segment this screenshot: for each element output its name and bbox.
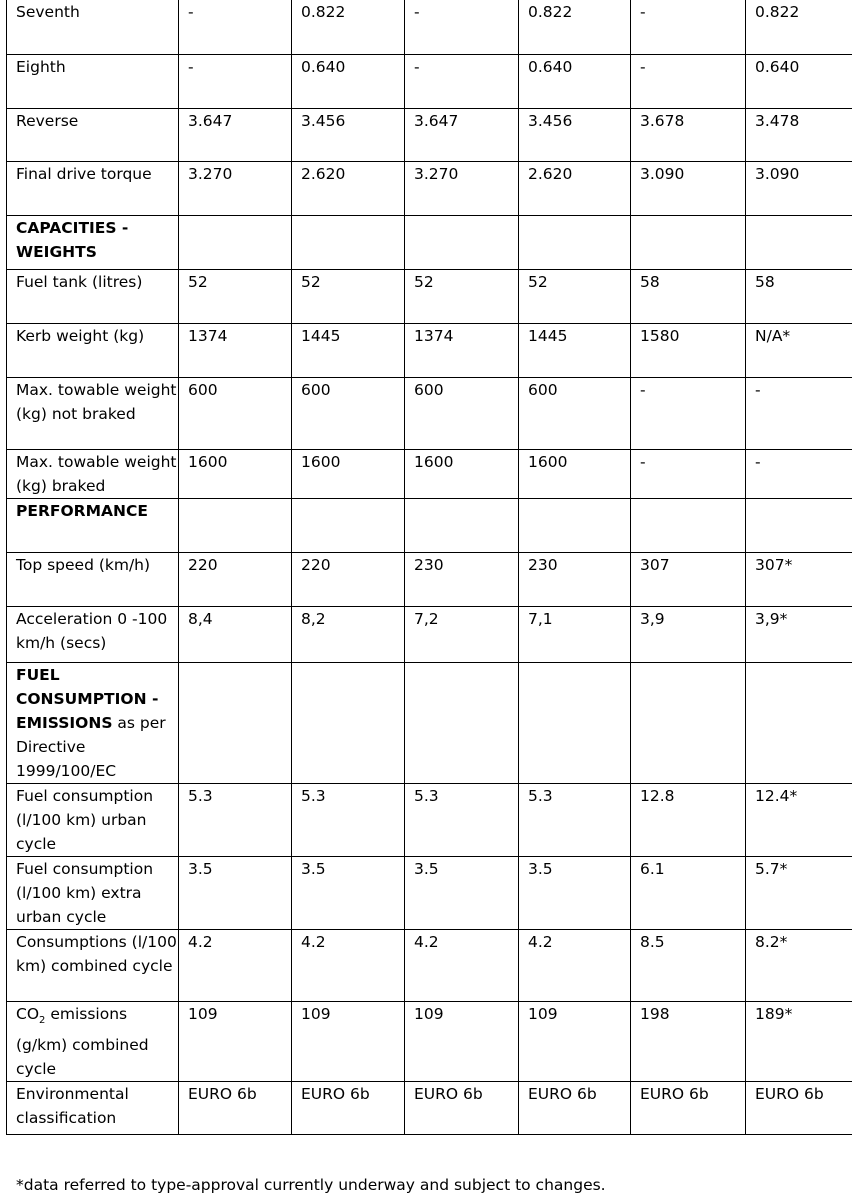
value-cell: 3.678	[631, 108, 746, 161]
value-cell: 4.2	[519, 929, 631, 1001]
value-cell: 2.620	[292, 161, 405, 215]
value-cell: 3.5	[292, 856, 405, 929]
value-cell: 1600	[519, 449, 631, 498]
table-body	[7, 0, 852, 1134]
value-cell: 3.090	[631, 161, 746, 215]
value-cell: -	[631, 0, 746, 54]
row-label	[7, 54, 179, 108]
value-cell: 3,9*	[746, 606, 852, 662]
row-label	[7, 449, 179, 498]
row-label-text: CO	[16, 1004, 40, 1023]
section-heading	[7, 498, 179, 552]
value-cell: 230	[519, 552, 631, 606]
value-cell: 307	[631, 552, 746, 606]
value-cell: 109	[292, 1001, 405, 1081]
value-cell: 5.3	[519, 783, 631, 856]
value-cell: EURO 6b	[519, 1081, 631, 1134]
empty-cell	[292, 498, 405, 552]
value-cell: 8.2*	[746, 929, 852, 1001]
value-cell: 1445	[519, 323, 631, 377]
value-cell: 0.822	[519, 0, 631, 54]
value-cell: 220	[292, 552, 405, 606]
section-row	[7, 662, 852, 783]
value-cell: 8.5	[631, 929, 746, 1001]
section-title: PERFORMANCE	[16, 501, 148, 520]
value-cell: -	[746, 377, 852, 449]
table-row	[7, 108, 852, 161]
value-cell: 3.5	[519, 856, 631, 929]
row-label	[7, 161, 179, 215]
table-row	[7, 606, 852, 662]
empty-cell	[519, 498, 631, 552]
value-cell: EURO 6b	[631, 1081, 746, 1134]
value-cell: 52	[405, 269, 519, 323]
value-cell: 230	[405, 552, 519, 606]
value-cell: 198	[631, 1001, 746, 1081]
value-cell: 600	[292, 377, 405, 449]
table-row	[7, 783, 852, 856]
value-cell: 1600	[405, 449, 519, 498]
value-cell: N/A*	[746, 323, 852, 377]
value-cell: 3.647	[179, 108, 292, 161]
table-row	[7, 1001, 852, 1081]
value-cell: 3.456	[519, 108, 631, 161]
value-cell: 600	[405, 377, 519, 449]
value-cell: 3.5	[405, 856, 519, 929]
empty-cell	[746, 498, 852, 552]
value-cell: 6.1	[631, 856, 746, 929]
value-cell: 4.2	[292, 929, 405, 1001]
value-cell: 0.640	[519, 54, 631, 108]
value-cell: 189*	[746, 1001, 852, 1081]
value-cell: 12.4*	[746, 783, 852, 856]
empty-cell	[519, 215, 631, 269]
row-label	[7, 1081, 179, 1134]
value-cell: 1374	[405, 323, 519, 377]
row-label	[7, 552, 179, 606]
value-cell: -	[179, 0, 292, 54]
table-row	[7, 323, 852, 377]
footnote: *data referred to type-approval currently underway and subject to changes.	[16, 1176, 606, 1194]
table-row	[7, 1081, 852, 1134]
section-title-suffix: as per Directive 1999/100/EC	[16, 713, 166, 780]
value-cell: 5.7*	[746, 856, 852, 929]
row-label-text-after: emissions (g/km) combined cycle	[16, 1004, 149, 1078]
value-cell: 1600	[179, 449, 292, 498]
row-label-text: Eighth	[16, 57, 66, 76]
table-row	[7, 449, 852, 498]
row-label	[7, 323, 179, 377]
empty-cell	[746, 215, 852, 269]
table-row	[7, 54, 852, 108]
value-cell: 0.640	[292, 54, 405, 108]
value-cell: 52	[292, 269, 405, 323]
value-cell: 1580	[631, 323, 746, 377]
row-label-text: Fuel tank (litres)	[16, 272, 143, 291]
value-cell: 52	[519, 269, 631, 323]
empty-cell	[631, 215, 746, 269]
value-cell: 0.822	[746, 0, 852, 54]
value-cell: 7,2	[405, 606, 519, 662]
value-cell: -	[405, 0, 519, 54]
empty-cell	[631, 662, 746, 783]
section-title: CAPACITIES - WEIGHTS	[16, 218, 129, 261]
empty-cell	[179, 498, 292, 552]
value-cell: 1600	[292, 449, 405, 498]
empty-cell	[519, 662, 631, 783]
value-cell: EURO 6b	[405, 1081, 519, 1134]
row-label-text: Kerb weight (kg)	[16, 326, 145, 345]
value-cell: EURO 6b	[746, 1081, 852, 1134]
value-cell: -	[631, 449, 746, 498]
value-cell: 3.270	[179, 161, 292, 215]
row-label	[7, 1001, 179, 1081]
table-row	[7, 552, 852, 606]
section-heading	[7, 215, 179, 269]
row-label-subscript: 2	[39, 1014, 46, 1026]
value-cell: 58	[746, 269, 852, 323]
empty-cell	[179, 662, 292, 783]
value-cell: 600	[519, 377, 631, 449]
table-row	[7, 269, 852, 323]
empty-cell	[292, 662, 405, 783]
table-row	[7, 929, 852, 1001]
value-cell: 5.3	[292, 783, 405, 856]
row-label-text: Max. towable weight (kg) not braked	[16, 380, 177, 423]
row-label	[7, 929, 179, 1001]
value-cell: EURO 6b	[292, 1081, 405, 1134]
empty-cell	[405, 662, 519, 783]
value-cell: 4.2	[405, 929, 519, 1001]
value-cell: 8,2	[292, 606, 405, 662]
empty-cell	[405, 498, 519, 552]
empty-cell	[292, 215, 405, 269]
value-cell: 3.270	[405, 161, 519, 215]
value-cell: 0.822	[292, 0, 405, 54]
empty-cell	[405, 215, 519, 269]
value-cell: 0.640	[746, 54, 852, 108]
section-title: FUEL CONSUMPTION - EMISSIONS	[16, 665, 159, 732]
empty-cell	[179, 215, 292, 269]
value-cell: 8,4	[179, 606, 292, 662]
value-cell: 1445	[292, 323, 405, 377]
value-cell: 58	[631, 269, 746, 323]
row-label-text: Final drive torque	[16, 164, 152, 183]
value-cell: -	[631, 377, 746, 449]
value-cell: 600	[179, 377, 292, 449]
table-row	[7, 377, 852, 449]
value-cell: 109	[405, 1001, 519, 1081]
value-cell: 12.8	[631, 783, 746, 856]
empty-cell	[746, 662, 852, 783]
specifications-table	[6, 0, 852, 1135]
section-row	[7, 498, 852, 552]
table-row	[7, 856, 852, 929]
row-label	[7, 856, 179, 929]
row-label	[7, 606, 179, 662]
row-label-text: Fuel consumption (l/100 km) extra urban cycle	[16, 859, 154, 926]
value-cell: 3.647	[405, 108, 519, 161]
value-cell: -	[746, 449, 852, 498]
row-label	[7, 783, 179, 856]
section-heading	[7, 662, 179, 783]
value-cell: -	[405, 54, 519, 108]
table-row	[7, 0, 852, 54]
row-label	[7, 377, 179, 449]
value-cell: 1374	[179, 323, 292, 377]
value-cell: 3.456	[292, 108, 405, 161]
value-cell: 3.5	[179, 856, 292, 929]
value-cell: 7,1	[519, 606, 631, 662]
value-cell: 307*	[746, 552, 852, 606]
row-label-text: Environmental classification	[16, 1084, 129, 1127]
row-label-text: Max. towable weight (kg) braked	[16, 452, 177, 495]
row-label	[7, 108, 179, 161]
value-cell: 5.3	[179, 783, 292, 856]
section-row	[7, 215, 852, 269]
value-cell: 3.090	[746, 161, 852, 215]
row-label-text: Consumptions (l/100 km) combined cycle	[16, 932, 177, 975]
row-label	[7, 269, 179, 323]
value-cell: 52	[179, 269, 292, 323]
table-row	[7, 161, 852, 215]
row-label-text: Reverse	[16, 111, 79, 130]
row-label-text: Top speed (km/h)	[16, 555, 151, 574]
row-label	[7, 0, 179, 54]
value-cell: 4.2	[179, 929, 292, 1001]
value-cell: EURO 6b	[179, 1081, 292, 1134]
row-label-text: Acceleration 0 -100 km/h (secs)	[16, 609, 168, 652]
value-cell: 3.478	[746, 108, 852, 161]
value-cell: 3,9	[631, 606, 746, 662]
value-cell: 109	[519, 1001, 631, 1081]
value-cell: 5.3	[405, 783, 519, 856]
value-cell: -	[631, 54, 746, 108]
value-cell: 2.620	[519, 161, 631, 215]
value-cell: 220	[179, 552, 292, 606]
row-label-text: Seventh	[16, 3, 80, 21]
row-label-text: Fuel consumption (l/100 km) urban cycle	[16, 786, 154, 853]
value-cell: -	[179, 54, 292, 108]
value-cell: 109	[179, 1001, 292, 1081]
empty-cell	[631, 498, 746, 552]
